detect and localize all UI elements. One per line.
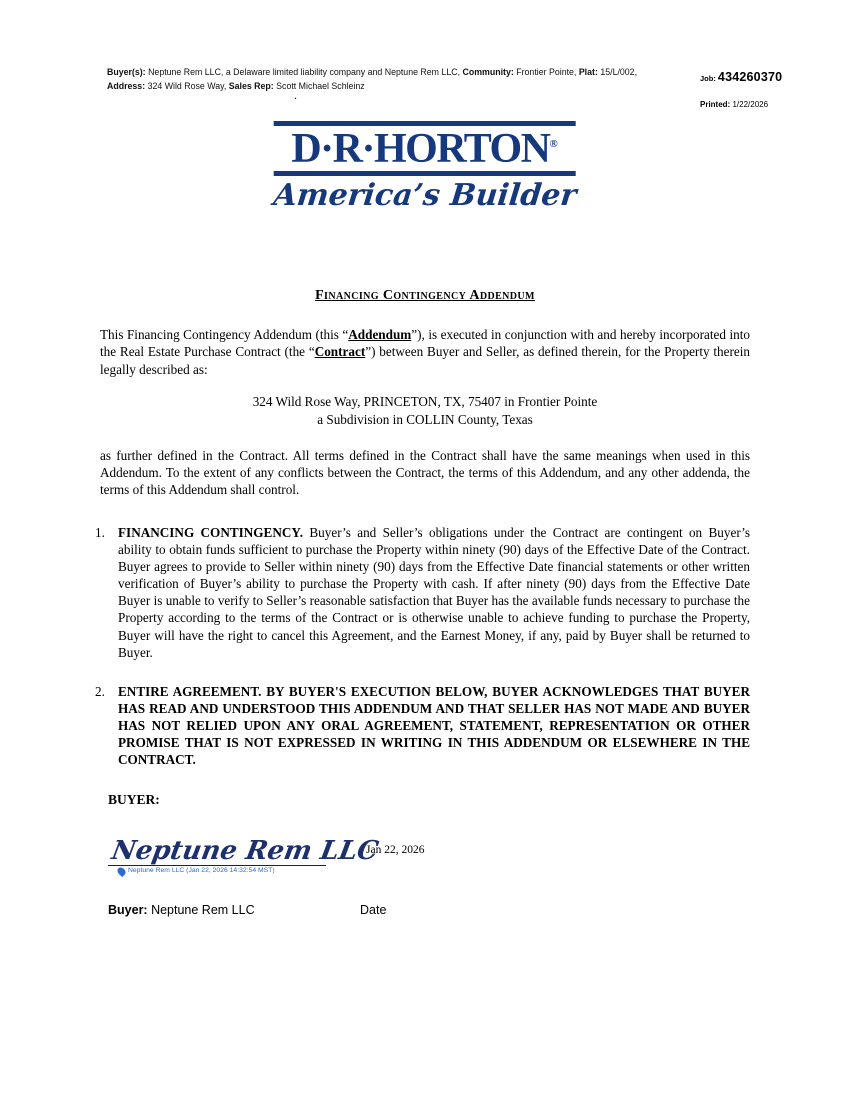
- conflicts-paragraph: as further defined in the Contract. All terms defined in the Contract shall have the same meanings when used in this Addendum. To the extent of any conflicts between the Contract, the terms of this Addendum, and any other addenda, the terms of this Addendum shall control.: [100, 448, 750, 498]
- stray-dot: .: [294, 88, 297, 102]
- brand-name: D·R·HORTON: [291, 126, 550, 172]
- property-subdivision-line: a Subdivision in COLLIN County, Texas: [317, 412, 533, 428]
- job-number-block: [700, 68, 782, 86]
- printed-date-block: [700, 100, 768, 109]
- address-label: Address:: [107, 80, 146, 91]
- clause-text: [118, 524, 750, 661]
- intro-paragraph: [100, 326, 750, 377]
- clause-body: Buyer’s and Seller’s obligations under the Contract are contingent on Buyer’s ability to obtain funds sufficient to purchase the Property within ninety (90) days of the Effective Date of the Contract. Buyer agrees to provide to Seller within ninety (90) days from the Effective Date financial statements or other written verification of Buyer’s ability to purchase the Property with cash. If after ninety (90) days from the Effective Date Buyer is unable to verify to Seller’s reasonable satisfaction that Buyer has the available funds necessary to purchase the Property according to the terms of the Contract or is otherwise unable to achieve funding to purchase the Property, Buyer will have the right to cancel this Agreement, and the Earnest Money, if any, paid by Buyer shall be returned to Buyer.: [118, 524, 750, 660]
- job-label: Job:: [700, 74, 718, 83]
- clause-heading: ENTIRE AGREEMENT.: [118, 683, 262, 699]
- intro-seg1: This Financing Contingency Addendum (this “: [100, 327, 349, 343]
- sales-rep-value: Scott Michael Schleinz: [273, 80, 365, 91]
- logo-brand-text: [273, 126, 576, 171]
- logo-tagline: America’s Builder: [271, 178, 578, 213]
- buyers-value: Neptune Rem LLC, a Delaware limited liability company and Neptune Rem LLC,: [145, 67, 463, 77]
- esign-annotation-text: Neptune Rem LLC (Jan 22, 2026 14:32:54 MST): [128, 867, 275, 875]
- header-meta: [107, 66, 675, 93]
- property-description: [100, 393, 750, 430]
- intro-seg5: ”) between Buyer and Seller, as defined therein, for the Property therein legally described as:: [100, 344, 750, 377]
- buyer-printed-name: [108, 902, 360, 918]
- printed-date: 1/22/2026: [732, 100, 769, 109]
- contract-defined-term: Contract: [314, 344, 366, 360]
- community-label: Community:: [462, 67, 514, 77]
- printed-label: Printed:: [700, 100, 733, 109]
- clause-entire-agreement: [95, 683, 750, 769]
- printed-name-row: [108, 902, 750, 918]
- document-body: [95, 287, 751, 918]
- esign-stamp-icon: [116, 866, 127, 877]
- buyer-signature: Neptune Rem LLC: [109, 836, 381, 867]
- clause-text: [118, 683, 750, 769]
- esign-annotation: [108, 867, 358, 876]
- document-title: Financing Contingency Addendum: [315, 288, 535, 303]
- property-address-line: 324 Wild Rose Way, PRINCETON, TX, 75407 in Frontier Pointe: [252, 393, 598, 409]
- signature-row: [108, 838, 750, 876]
- signature-date: Jan 22, 2026: [366, 844, 425, 857]
- buyer-name-label: Buyer:: [108, 903, 148, 918]
- buyer-name-value: Neptune Rem LLC: [147, 903, 255, 918]
- sales-rep-label: Sales Rep:: [228, 80, 274, 91]
- clause-body: BY BUYER'S EXECUTION BELOW, BUYER ACKNOWLEDGES THAT BUYER HAS READ AND UNDERSTOOD THIS ADDENDUM AND THAT SELLER HAS NOT MADE AND BUYER HAS NOT RELIED UPON ANY ORAL AGREEMENT, STATEMENT, REPRESENTATION OR OTHER PROMISE THAT IS NOT EXPRESSED IN WRITING IN THIS ADDENDUM OR ELSEWHERE IN THE CONTRACT.: [118, 683, 750, 768]
- plat-value: 15/L/002,: [597, 67, 638, 77]
- buyers-label: Buyer(s):: [107, 67, 146, 77]
- registered-mark: ®: [549, 138, 558, 150]
- drhorton-logo: [273, 121, 576, 212]
- community-value: Frontier Pointe,: [513, 67, 579, 77]
- intro-seg3: ”), is executed in conjunction with and hereby incorporated into the Real Estate Purchase Contract (the “: [100, 327, 751, 360]
- signature-line: [108, 836, 381, 867]
- clause-financing-contingency: [95, 524, 750, 661]
- address-value: 324 Wild Rose Way,: [145, 80, 229, 91]
- signature-block: [108, 836, 381, 876]
- numbered-clauses: [95, 524, 750, 769]
- addendum-defined-term: Addendum: [348, 327, 412, 343]
- clause-number: 2.: [95, 683, 105, 699]
- clause-number: 1.: [95, 524, 105, 540]
- plat-label: Plat:: [578, 67, 598, 77]
- clause-heading: FINANCING CONTINGENCY.: [118, 524, 304, 540]
- job-number: 434260370: [717, 70, 783, 84]
- date-label: Date: [360, 903, 387, 918]
- buyer-section-label: BUYER:: [108, 791, 160, 807]
